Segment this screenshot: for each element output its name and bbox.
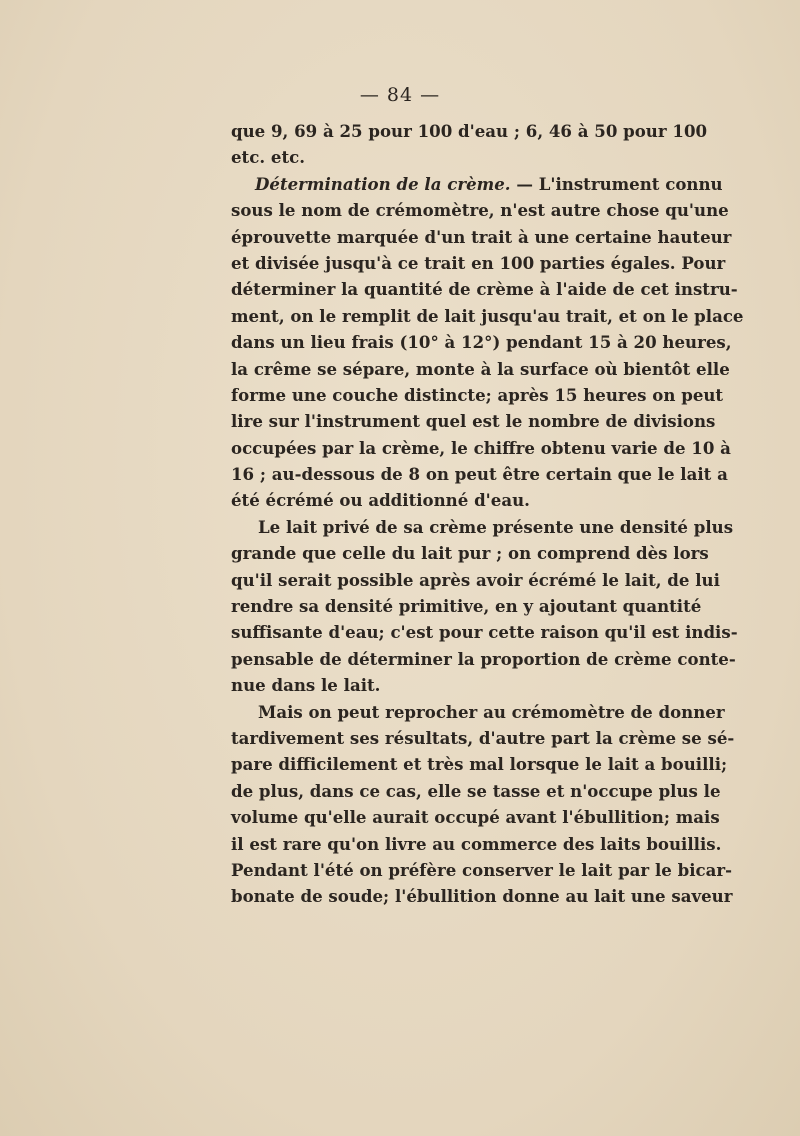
body-text: [231, 118, 744, 910]
text-line: la crême se sépare, monte à la surface où bientôt elle: [231, 358, 730, 379]
text-line: il est rare qu'on livre au commerce des laits bouillis.: [231, 833, 722, 854]
text-line: occupées par la crème, le chiffre obtenu varie de 10 à: [231, 437, 731, 458]
text-line: [231, 171, 723, 197]
text-line: pare difficilement et très mal lorsque le lait a bouilli;: [231, 754, 728, 775]
text-line: 16 ; au-dessous de 8 on peut être certain que le lait a: [231, 464, 728, 485]
text-line: grande que celle du lait pur ; on comprend dès lors: [231, 543, 709, 564]
text-line: bonate de soude; l'ébullition donne au lait une saveur: [231, 886, 733, 907]
text-line: Pendant l'été on préfère conserver le lait par le bicar-: [231, 859, 732, 880]
text-line: rendre sa densité primitive, en y ajoutant quantité: [231, 596, 702, 617]
text-fragment: — L'instrument connu: [516, 173, 723, 194]
text-line: volume qu'elle aurait occupé avant l'ébullition; mais: [231, 807, 720, 828]
text-line: déterminer la quantité de crème à l'aide de cet instru-: [231, 279, 738, 300]
text-line: forme une couche distincte; après 15 heures on peut: [231, 384, 724, 405]
section-heading: Détermination de la crème.: [255, 173, 511, 194]
text-line: Le lait privé de sa crème présente une densité plus: [258, 516, 734, 537]
text-line: que 9, 69 à 25 pour 100 d'eau ; 6, 46 à 50 pour 100: [231, 121, 708, 141]
text-line: pensable de déterminer la proportion de crème conte-: [231, 648, 736, 669]
page-number: — 84 —: [359, 84, 441, 106]
text-line: dans un lieu frais (10° à 12°) pendant 15 à 20 heures,: [231, 332, 732, 353]
text-line: suffisante d'eau; c'est pour cette raison qu'il est indis-: [231, 622, 738, 643]
text-line: etc. etc.: [231, 147, 305, 168]
text-line: qu'il serait possible après avoir écrémé le lait, de lui: [231, 569, 720, 590]
text-line: ment, on le remplit de lait jusqu'au trait, et on le place: [231, 305, 744, 326]
text-line: nue dans le lait.: [231, 675, 381, 696]
text-line: Mais on peut reprocher au crémomètre de donner: [258, 701, 725, 722]
text-line: été écrémé ou additionné d'eau.: [231, 490, 530, 511]
text-line: éprouvette marquée d'un trait à une certaine hauteur: [231, 226, 732, 247]
text-line: tardivement ses résultats, d'autre part la crème se sé-: [231, 727, 735, 748]
text-line: et divisée jusqu'à ce trait en 100 parties égales. Pour: [231, 252, 726, 273]
text-line: lire sur l'instrument quel est le nombre de divisions: [231, 411, 716, 432]
text-line: sous le nom de crémomètre, n'est autre chose qu'une: [231, 200, 729, 221]
text-line: de plus, dans ce cas, elle se tasse et n'occupe plus le: [231, 780, 721, 801]
